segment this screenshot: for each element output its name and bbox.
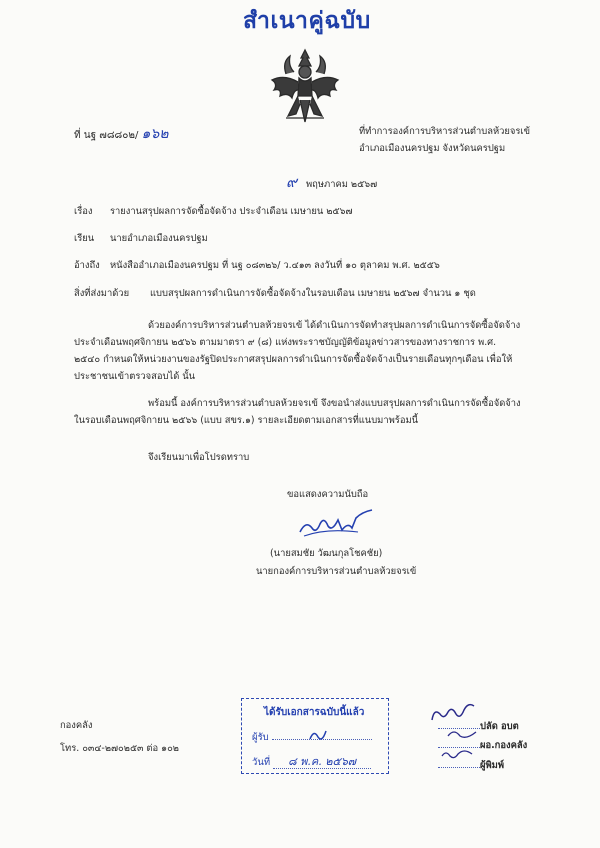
handwritten-date-day: ๙ — [286, 173, 297, 191]
receipt-title: ได้รับเอกสารฉบับนี้แล้ว — [264, 707, 365, 718]
signer-position: นายกองค์การบริหารส่วนตำบลห้วยจรเข้ — [256, 566, 417, 577]
phone-number: โทร. ๐๓๔-๒๗๐๒๕๓ ต่อ ๑๐๒ — [60, 743, 179, 754]
recipient-text: นายอำเภอเมืองนครปฐม — [110, 233, 208, 244]
paragraph-1-line-2: ประจำเดือนพฤศจิกายน ๒๕๖๖ ตามมาตรา ๙ (๘) แห่งพระราชบัญญัติข้อมูลข่าวสารของทางราชการ พ.ศ. — [74, 337, 497, 348]
approval-line-1: ปลัด อบต — [438, 721, 519, 732]
approval-line-2: ผอ.กองคลัง — [438, 740, 527, 751]
handwritten-number: ๑๖๒ — [141, 126, 169, 142]
document-number: ที่ นฐ ๗๘๘๐๒/ ๑๖๒ — [74, 126, 169, 142]
signature-icon — [296, 506, 376, 540]
department: กองคลัง — [60, 720, 93, 731]
garuda-emblem-icon — [266, 44, 344, 126]
paragraph-1-line-3: ๒๕๔๐ กำหนดให้หน่วยงานของรัฐปิดประกาศสรุปผลการดำเนินการจัดซื้อจัดจ้างเป็นรายเดือนทุกๆเดือน เพื่อให้ — [74, 354, 513, 365]
signer-name: (นายสมชัย วัฒนกุลโชคชัย) — [270, 548, 383, 559]
receipt-stamp — [241, 698, 389, 774]
paragraph-2-line-2: ในรอบเดือนพฤศจิกายน ๒๕๖๖ (แบบ สขร.๑) รายละเอียดตามเอกสารที่แนบมาพร้อมนี้ — [74, 415, 419, 426]
sender-address-line1: ที่ทำการองค์การบริหารส่วนตำบลห้วยจรเข้ — [359, 126, 531, 137]
receipt-date-handwritten: ๘ พ.ค. ๒๕๖๗ — [273, 755, 371, 769]
enclosure-label: สิ่งที่ส่งมาด้วย — [74, 288, 130, 299]
receipt-receiver: ผู้รับ — [252, 732, 372, 743]
receiver-initials-icon — [308, 727, 330, 743]
receipt-date: วันที่ ๘ พ.ค. ๒๕๖๗ — [252, 755, 371, 769]
enclosure-text: แบบสรุปผลการดำเนินการจัดซื้อจัดจ้างในรอบเดือน เมษายน ๒๕๖๗ จำนวน ๑ ชุด — [150, 288, 476, 299]
subject-label: เรื่อง — [74, 206, 93, 217]
closing-request: จึงเรียนมาเพื่อโปรดทราบ — [148, 452, 250, 463]
sender-address-line2: อำเภอเมืองนครปฐม จังหวัดนครปฐม — [359, 143, 506, 154]
copy-stamp-title: สำเนาคู่ฉบับ — [243, 8, 371, 34]
document-date: ๙ พฤษภาคม ๒๕๖๗ — [286, 173, 378, 191]
regards: ขอแสดงความนับถือ — [287, 489, 369, 500]
paragraph-1-line-4: ประชาชนเข้าตรวจสอบได้ นั้น — [74, 371, 196, 382]
recipient-label: เรียน — [74, 233, 95, 244]
subject-text: รายงานสรุปผลการจัดซื้อจัดจ้าง ประจำเดือน เมษายน ๒๕๖๗ — [110, 206, 353, 217]
reference-label: อ้างถึง — [74, 260, 100, 271]
paragraph-2-line-1: พร้อมนี้ องค์การบริหารส่วนตำบลห้วยจรเข้ จึงขอนำส่งแบบสรุปผลการดำเนินการจัดซื้อจัดจ้าง — [148, 398, 521, 409]
approval-line-3: ผู้พิมพ์ — [438, 760, 504, 771]
reference-text: หนังสืออำเภอเมืองนครปฐม ที่ นฐ ๐๘๓๒๖/ ว.๔๑๓ ลงวันที่ ๑๐ ตุลาคม พ.ศ. ๒๕๕๖ — [110, 260, 440, 271]
paragraph-1-line-1: ด้วยองค์การบริหารส่วนตำบลห้วยจรเข้ ได้ดำเนินการจัดทำสรุปผลการดำเนินการจัดซื้อจัดจ้าง — [148, 320, 521, 331]
